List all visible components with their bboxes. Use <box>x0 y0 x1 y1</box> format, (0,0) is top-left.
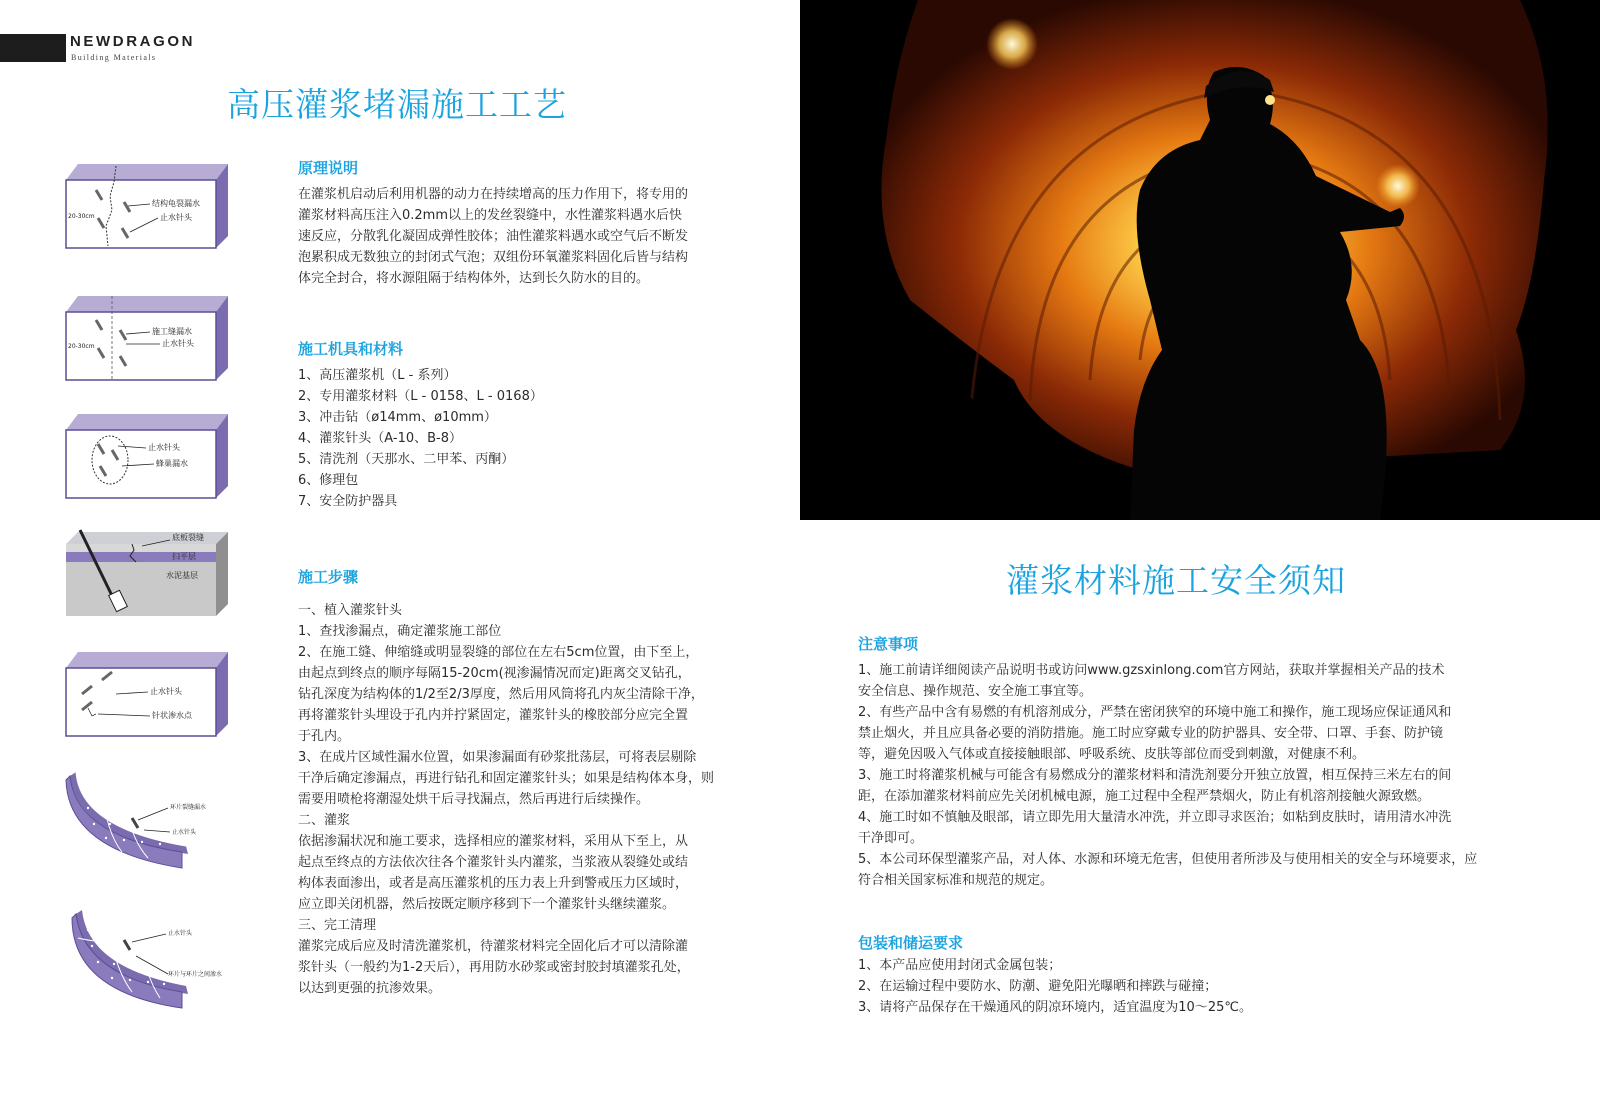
steps-line: 应立即关闭机器，然后按既定顺序移到下一个灌浆针头继续灌浆。 <box>298 897 676 912</box>
tools-list <box>298 365 758 512</box>
d2-label-joint: 施工缝漏水 <box>152 327 192 336</box>
d4-label-base: 水泥基层 <box>166 571 198 580</box>
notice-line: 符合相关国家标准和规范的规定。 <box>858 873 1054 888</box>
principle-line: 体完全封合，将水源阻隔于结构体外，达到长久防水的目的。 <box>298 271 650 286</box>
tools-item: 2、专用灌浆材料（L - 0158、L - 0168） <box>298 389 543 404</box>
principle-line: 灌浆材料高压注入0.2mm以上的发丝裂缝中，水性灌浆料遇水后快 <box>298 208 683 223</box>
d1-label-nozzle: 止水针头 <box>160 213 192 222</box>
packaging-text <box>858 955 1548 1018</box>
diagram-structure-crack <box>62 160 242 260</box>
steps-line: 3、在成片区域性漏水位置，如果渗漏面有砂浆批荡层，可将表层剔除 <box>298 750 697 765</box>
principle-line: 泡累积成无数独立的封闭式气泡；双组份环氧灌浆料固化后皆与结构 <box>298 250 689 265</box>
d2-label-nozzle: 止水针头 <box>162 339 194 348</box>
diagram-honeycomb <box>62 410 242 510</box>
steps-text <box>298 600 768 999</box>
tools-item: 7、安全防护器具 <box>298 494 398 509</box>
d5-label-nozzle: 止水针头 <box>150 687 182 696</box>
diagram-segment-crack <box>62 768 242 878</box>
diagram-between-segments <box>62 910 242 1020</box>
d4-label-crack: 底板裂缝 <box>172 533 204 542</box>
tools-item: 1、高压灌浆机（L - 系列） <box>298 368 457 383</box>
d4-label-layer: 扫平层 <box>172 552 196 561</box>
packaging-line: 2、在运输过程中要防水、防潮、避免阳光曝晒和摔跌与碰撞； <box>858 979 1218 994</box>
notice-line: 禁止烟火，并且应具备必要的消防措施。施工时应穿戴专业的防护器具、安全带、口罩、手套、防护镜 <box>858 726 1444 741</box>
notice-heading: 注意事项 <box>858 635 919 653</box>
steps-line: 干净后确定渗漏点，再进行钻孔和固定灌浆针头；如果是结构体本身，则 <box>298 771 715 786</box>
packaging-line: 3、请将产品保存在干燥通风的阴凉环境内，适宜温度为10～25℃。 <box>858 1000 1252 1015</box>
notice-line: 4、施工时如不慎触及眼部，请立即先用大量清水冲洗，并立即寻求医治；如粘到皮肤时，请用清水冲洗 <box>858 810 1452 825</box>
right-page-title: 灌浆材料施工安全须知 <box>1006 561 1346 600</box>
d3-label-honeycomb: 蜂巢漏水 <box>156 459 188 468</box>
tunnel-illustration <box>800 0 1600 520</box>
diagram-pinhole-seepage <box>62 648 242 748</box>
d6-label-crack: 环片裂缝漏水 <box>170 804 207 811</box>
notice-line: 等，避免因吸入气体或直接接触眼部、呼吸系统、皮肤等部位而受到刺激，对健康不利。 <box>858 747 1366 762</box>
brand-subtitle: Building Materials <box>71 53 157 62</box>
d7-label-nozzle: 止水针头 <box>168 930 193 937</box>
d3-label-nozzle: 止水针头 <box>148 443 180 452</box>
d1-label-crack: 结构龟裂漏水 <box>152 199 200 208</box>
steps-line: 灌浆完成后应及时清洗灌浆机，待灌浆材料完全固化后才可以清除灌 <box>298 939 689 954</box>
tools-heading: 施工机具和材料 <box>298 340 404 358</box>
steps-line: 2、在施工缝、伸缩缝或明显裂缝的部位在左右5cm位置，由下至上， <box>298 645 699 660</box>
d7-label-between: 环片与环片之间渗水 <box>168 971 223 978</box>
packaging-line: 1、本产品应使用封闭式金属包装； <box>858 958 1062 973</box>
principle-line: 速反应，分散乳化凝固成弹性胶体；油性灌浆料遇水或空气后不断发 <box>298 229 689 244</box>
steps-line: 构体表面渗出，或者是高压灌浆机的压力表上升到警戒压力区域时， <box>298 876 689 891</box>
principle-line: 在灌浆机启动后利用机器的动力在持续增高的压力作用下，将专用的 <box>298 187 689 202</box>
principle-text <box>298 184 758 289</box>
principle-heading: 原理说明 <box>298 159 359 177</box>
steps-line: 由起点到终点的顺序每隔15-20cm(视渗漏情况而定)距离交叉钻孔， <box>298 666 691 681</box>
steps-line: 钻孔深度为结构体的1/2至2/3厚度，然后用风筒将孔内灰尘清除干净， <box>298 687 704 702</box>
tools-item: 3、冲击钻（ø14mm、ø10mm） <box>298 410 497 425</box>
steps-line: 1、查找渗漏点，确定灌浆施工部位 <box>298 624 502 639</box>
notice-line: 5、本公司环保型灌浆产品，对人体、水源和环境无危害，但使用者所涉及与使用相关的安全与环境要求，应 <box>858 852 1478 867</box>
d1-dim: 20-30cm <box>68 213 95 220</box>
notice-line: 2、有些产品中含有易燃的有机溶剂成分，严禁在密闭狭窄的环境中施工和操作，施工现场应保证通风和 <box>858 705 1452 720</box>
d2-dim: 20-30cm <box>68 343 95 350</box>
notice-line: 距，在添加灌浆材料前应先关闭机械电源，施工过程中全程严禁烟火，防止有机溶剂接触火源致燃。 <box>858 789 1431 804</box>
d5-label-pinhole: 针状渗水点 <box>152 711 192 720</box>
notice-line: 安全信息、操作规范、安全施工事宜等。 <box>858 684 1093 699</box>
notice-line: 干净即可。 <box>858 831 924 846</box>
d6-label-nozzle: 止水针头 <box>172 829 197 836</box>
steps-line: 再将灌浆针头埋设于孔内并拧紧固定，灌浆针头的橡胶部分应完全置 <box>298 708 689 723</box>
notice-line: 3、施工时将灌浆机械与可能含有易燃成分的灌浆材料和清洗剂要分开独立放置，相互保持三米左右的间 <box>858 768 1452 783</box>
notice-text <box>858 660 1548 891</box>
tools-item: 4、灌浆针头（A-10、B-8） <box>298 431 462 446</box>
packaging-heading: 包装和储运要求 <box>858 934 964 952</box>
tools-item: 6、修理包 <box>298 473 359 488</box>
brand-name: NEWDRAGON <box>70 33 196 50</box>
left-page-title: 高压灌浆堵漏施工工艺 <box>227 85 567 124</box>
steps-line: 于孔内。 <box>298 729 351 744</box>
steps-line: 起点至终点的方法依次往各个灌浆针头内灌浆，当浆液从裂缝处或结 <box>298 855 689 870</box>
steps-line: 一、植入灌浆针头 <box>298 603 403 618</box>
brand-bar <box>0 34 66 62</box>
steps-heading: 施工步骤 <box>298 568 359 586</box>
steps-line: 需要用喷枪将潮湿处烘干后寻找漏点，然后再进行后续操作。 <box>298 792 650 807</box>
notice-line: 1、施工前请详细阅读产品说明书或访问www.gzsxinlong.com官方网站，获取并掌握相关产品的技术 <box>858 663 1445 678</box>
tunnel-photo <box>800 0 1600 520</box>
steps-line: 以达到更强的抗渗效果。 <box>298 981 442 996</box>
steps-line: 依据渗漏状况和施工要求，选择相应的灌浆材料，采用从下至上，从 <box>298 834 689 849</box>
diagram-construction-joint <box>62 292 242 392</box>
steps-line: 二、灌浆 <box>298 813 351 828</box>
steps-line: 三、完工清理 <box>298 918 377 933</box>
diagram-floor-crack <box>62 526 242 626</box>
steps-line: 浆针头（一般约为1-2天后），再用防水砂浆或密封胶封填灌浆孔处， <box>298 960 690 975</box>
tools-item: 5、清洗剂（天那水、二甲苯、丙酮） <box>298 452 515 467</box>
